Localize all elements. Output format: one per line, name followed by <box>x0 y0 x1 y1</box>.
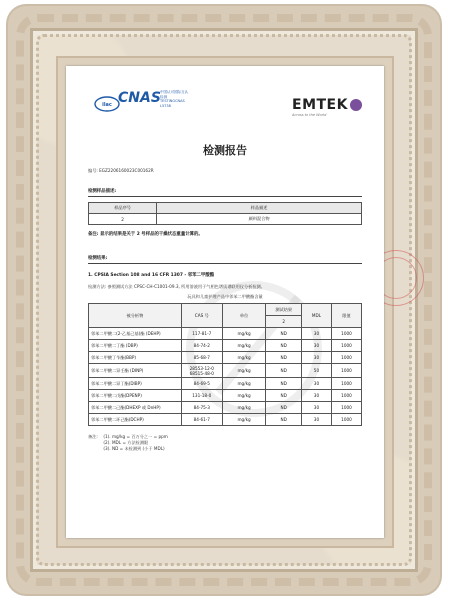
table-row <box>89 414 362 426</box>
unit-cell: mg/kg <box>222 328 266 340</box>
analyte-cell: 邻苯二甲酸二环己酯(DCHP) <box>89 414 182 426</box>
cas-cell: 28553-12-0 68515-48-0 <box>181 364 222 378</box>
mdl-cell: 30 <box>301 340 331 352</box>
analyte-cell: 邻苯二甲酸丁苄酯(BBP) <box>89 352 182 364</box>
col-sample-2: 2 <box>266 316 302 328</box>
test-method: 检测方法: 参照测试方法 CPSC-CH-C1001-09.3, 所用溶液用于气相色谱质谱联用仪分析检测。 <box>88 284 265 289</box>
table-row <box>89 328 362 340</box>
unit-cell: mg/kg <box>222 390 266 402</box>
col-mdl: MDL <box>301 304 331 328</box>
limit-cell: 1000 <box>331 402 361 414</box>
table-row <box>89 378 362 390</box>
table-row <box>89 390 362 402</box>
divider <box>88 263 362 264</box>
standard-title: 1. CPSIA Section 108 and 16 CFR 1307 - 邻苯二甲酸酯 <box>88 273 215 278</box>
footnote-item: (3). ND = 未检测到 (小于 MDL) <box>103 446 165 451</box>
table-row <box>89 352 362 364</box>
report-title: 检测报告 <box>203 144 247 157</box>
results-heading: 检测结果: <box>88 256 108 261</box>
emtek-mark-icon <box>350 99 362 111</box>
limit-cell: 1000 <box>331 340 361 352</box>
mdl-cell: 30 <box>301 352 331 364</box>
col-limit: 限值 <box>331 304 361 328</box>
note: 备注: 显示的结果是关于 2 号样品的干燥状态重量计算的。 <box>88 232 203 237</box>
analyte-cell: 邻苯二甲酸二戊酯(DPENP) <box>89 390 182 402</box>
table-row <box>89 340 362 352</box>
result-cell: ND <box>266 352 302 364</box>
unit-cell: mg/kg <box>222 340 266 352</box>
table-row <box>89 364 362 378</box>
unit-cell: mg/kg <box>222 352 266 364</box>
mdl-cell: 30 <box>301 414 331 426</box>
cas-cell: 117-81-7 <box>181 328 222 340</box>
result-cell: ND <box>266 390 302 402</box>
result-cell: ND <box>266 340 302 352</box>
limit-cell: 1000 <box>331 390 361 402</box>
cas-cell: 84-75-3 <box>181 402 222 414</box>
footnote-item: (2). MDL = 方法检测限 <box>103 440 149 445</box>
cas-cell: 84-69-5 <box>181 378 222 390</box>
divider <box>88 196 362 197</box>
ilac-mra-logo <box>94 94 120 114</box>
limit-cell: 1000 <box>331 378 361 390</box>
analyte-cell: 邻苯二甲酸二异壬酯 (DINP) <box>89 364 182 378</box>
result-cell: ND <box>266 328 302 340</box>
col-analyte: 被分析物 <box>89 304 182 328</box>
col-unit: 单位 <box>222 304 266 328</box>
footnote-label: 备注: <box>88 434 98 439</box>
cas-cell: 85-68-7 <box>181 352 222 364</box>
unit-cell: mg/kg <box>222 364 266 378</box>
col-results: 测试结果 <box>266 304 302 316</box>
unit-cell: mg/kg <box>222 378 266 390</box>
limit-cell: 1000 <box>331 352 361 364</box>
report-document <box>66 66 384 538</box>
col-sample-no: 样品序号 <box>89 203 157 214</box>
analyte-cell: 邻苯二甲酸二己酯(DHEXP 或 DnHP) <box>89 402 182 414</box>
analyte-cell: 邻苯二甲酸二丁酯 (DBP) <box>89 340 182 352</box>
footnote-item: (1). mg/kg = 百万分之一 = ppm <box>103 434 168 439</box>
sample-table <box>88 202 362 225</box>
mdl-cell: 30 <box>301 328 331 340</box>
footnotes <box>88 434 362 452</box>
cnas-subtext: 中国认可国际互认检测TESTINGCNAS L5738 <box>160 90 188 108</box>
table-caption: 玩具和儿童护理产品中邻苯二甲酸酯含量 <box>187 294 263 299</box>
sample-desc: 颜料混合物 <box>157 214 362 225</box>
unit-cell: mg/kg <box>222 402 266 414</box>
cas-cell: 84-74-2 <box>181 340 222 352</box>
cas-cell: 131-18-0 <box>181 390 222 402</box>
limit-cell: 1000 <box>331 414 361 426</box>
unit-cell: mg/kg <box>222 414 266 426</box>
mdl-cell: 30 <box>301 378 331 390</box>
limit-cell: 1000 <box>331 364 361 378</box>
results-table <box>88 303 362 426</box>
mdl-cell: 30 <box>301 390 331 402</box>
cnas-logo: CNAS <box>118 90 161 106</box>
mdl-cell: 30 <box>301 402 331 414</box>
header-logos <box>88 84 362 124</box>
col-cas: CAS 号 <box>181 304 222 328</box>
sample-no: 2 <box>89 214 157 225</box>
sample-desc-heading: 检测样品描述: <box>88 189 117 194</box>
report-number: 编号: EGZ2206160023C00162R <box>88 168 154 173</box>
result-cell: ND <box>266 364 302 378</box>
limit-cell: 1000 <box>331 328 361 340</box>
analyte-cell: 邻苯二甲酸二(2-乙基己基)酯 (DEHP) <box>89 328 182 340</box>
mdl-cell: 50 <box>301 364 331 378</box>
results-body <box>89 328 362 426</box>
analyte-cell: 邻苯二甲酸二异丁酯(DIBP) <box>89 378 182 390</box>
result-cell: ND <box>266 414 302 426</box>
svg-text:ilac: ilac <box>102 102 112 108</box>
emtek-logo <box>292 94 362 117</box>
cas-cell: 84-61-7 <box>181 414 222 426</box>
result-cell: ND <box>266 378 302 390</box>
col-sample-desc: 样品描述 <box>157 203 362 214</box>
result-cell: ND <box>266 402 302 414</box>
table-row <box>89 402 362 414</box>
emtek-tagline: Across to the World <box>292 113 327 117</box>
emtek-name: EMTEK <box>292 97 348 113</box>
